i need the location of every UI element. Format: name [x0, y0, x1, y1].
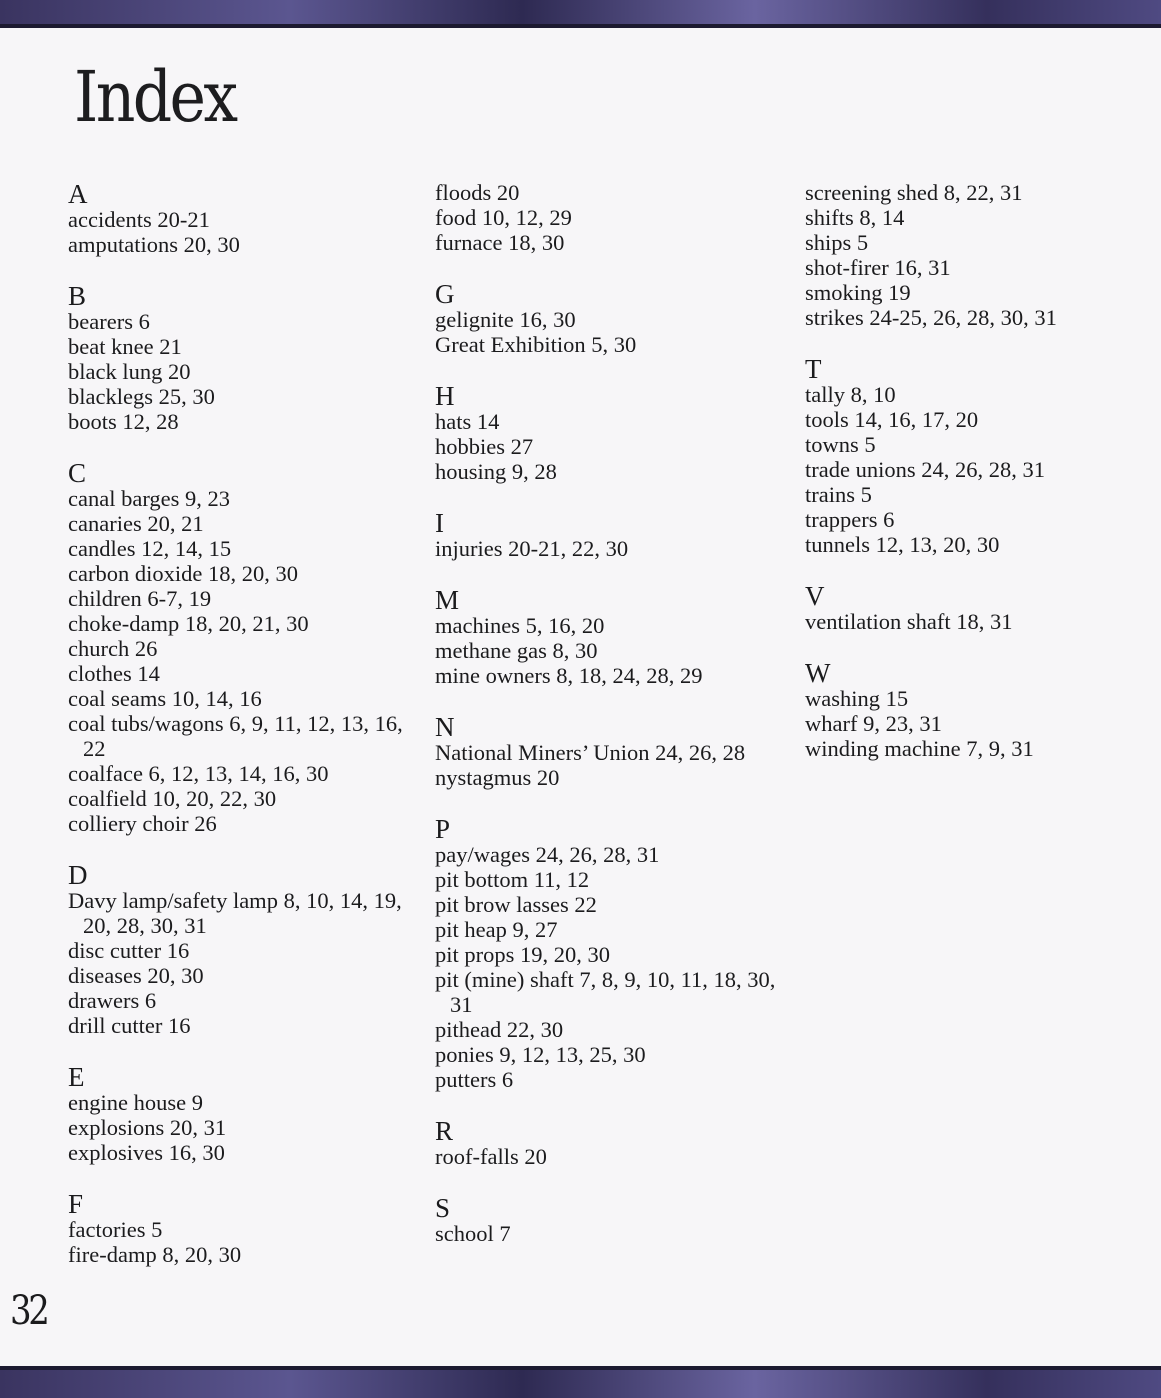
index-entry: factories 5: [68, 1217, 163, 1242]
index-entry: pit props 19, 20, 30: [435, 942, 611, 967]
index-entry: drawers 6: [68, 988, 157, 1013]
index-entry: amputations 20, 30: [68, 232, 240, 257]
index-entry: candles 12, 14, 15: [68, 536, 232, 561]
index-entry: carbon dioxide 18, 20, 30: [68, 561, 298, 586]
index-entry: injuries 20-21, 22, 30: [435, 536, 629, 561]
index-entry: boots 12, 28: [68, 409, 179, 434]
index-entry: roof-falls 20: [435, 1144, 547, 1169]
index-entry: winding machine 7, 9, 31: [805, 736, 1034, 761]
index-section: [805, 355, 1145, 557]
page-number: 32: [10, 1288, 47, 1334]
index-entry: nystagmus 20: [435, 765, 560, 790]
index-entry: coalface 6, 12, 13, 14, 16, 30: [68, 761, 329, 786]
index-entry: putters 6: [435, 1067, 514, 1092]
index-entry: screening shed 8, 22, 31: [805, 180, 1023, 205]
index-entry: shifts 8, 14: [805, 205, 905, 230]
index-entry: mine owners 8, 18, 24, 28, 29: [435, 663, 703, 688]
section-letter: H: [435, 381, 455, 411]
index-entry: hobbies 27: [435, 434, 534, 459]
index-section: [435, 180, 785, 255]
index-section: [435, 509, 785, 561]
section-letter: I: [435, 508, 444, 538]
index-section: [68, 180, 418, 257]
index-entry: pit (mine) shaft 7, 8, 9, 10, 11, 18, 30, 31: [435, 967, 776, 1017]
index-entry: hats 14: [435, 409, 500, 434]
index-column-2: [435, 180, 785, 1271]
index-entry: tunnels 12, 13, 20, 30: [805, 532, 1000, 557]
index-column-1: [68, 180, 418, 1292]
index-column-3: [805, 180, 1145, 786]
index-entry: diseases 20, 30: [68, 963, 204, 988]
index-entry: machines 5, 16, 20: [435, 613, 605, 638]
index-section: [805, 659, 1145, 761]
index-section: [68, 459, 418, 836]
index-entry: coal tubs/wagons 6, 9, 11, 12, 13, 16, 22: [68, 711, 403, 761]
section-letter: W: [805, 658, 831, 688]
page-title: Index: [74, 56, 236, 138]
index-entry: coalfield 10, 20, 22, 30: [68, 786, 277, 811]
index-entry: housing 9, 28: [435, 459, 557, 484]
index-entry: ventilation shaft 18, 31: [805, 609, 1013, 634]
section-letter: F: [68, 1189, 84, 1219]
index-entry: floods 20: [435, 180, 520, 205]
index-entry: blacklegs 25, 30: [68, 384, 215, 409]
index-entry: canal barges 9, 23: [68, 486, 231, 511]
index-entry: coal seams 10, 14, 16: [68, 686, 262, 711]
index-entry: towns 5: [805, 432, 876, 457]
section-letter: T: [805, 354, 822, 384]
index-entry: National Miners’ Union 24, 26, 28: [435, 740, 746, 765]
index-entry: engine house 9: [68, 1090, 203, 1115]
index-entry: accidents 20-21: [68, 207, 210, 232]
index-section: [805, 180, 1145, 330]
index-entry: strikes 24-25, 26, 28, 30, 31: [805, 305, 1057, 330]
index-entry: trains 5: [805, 482, 872, 507]
bottom-border-band: [0, 1366, 1161, 1398]
index-section: [435, 713, 785, 790]
index-entry: pit brow lasses 22: [435, 892, 597, 917]
index-entry: colliery choir 26: [68, 811, 217, 836]
index-entry: pay/wages 24, 26, 28, 31: [435, 842, 660, 867]
section-letter: G: [435, 279, 455, 309]
index-entry: methane gas 8, 30: [435, 638, 598, 663]
index-entry: black lung 20: [68, 359, 191, 384]
index-entry: wharf 9, 23, 31: [805, 711, 942, 736]
index-entry: disc cutter 16: [68, 938, 190, 963]
index-entry: clothes 14: [68, 661, 160, 686]
section-letter: S: [435, 1193, 451, 1223]
index-entry: ships 5: [805, 230, 869, 255]
index-section: [68, 1063, 418, 1165]
index-entry: tools 14, 16, 17, 20: [805, 407, 979, 432]
index-section: [435, 1194, 785, 1246]
index-entry: church 26: [68, 636, 158, 661]
index-entry: explosions 20, 31: [68, 1115, 227, 1140]
section-letter: B: [68, 281, 87, 311]
index-entry: pit heap 9, 27: [435, 917, 558, 942]
index-entry: pit bottom 11, 12: [435, 867, 590, 892]
index-section: [435, 382, 785, 484]
section-letter: V: [805, 581, 825, 611]
top-border-band: [0, 0, 1161, 28]
index-section: [805, 582, 1145, 634]
index-entry: smoking 19: [805, 280, 911, 305]
section-letter: D: [68, 860, 88, 890]
index-entry: ponies 9, 12, 13, 25, 30: [435, 1042, 646, 1067]
index-entry: washing 15: [805, 686, 909, 711]
index-entry: bearers 6: [68, 309, 150, 334]
section-letter: N: [435, 712, 455, 742]
index-entry: pithead 22, 30: [435, 1017, 564, 1042]
index-entry: food 10, 12, 29: [435, 205, 572, 230]
index-entry: explosives 16, 30: [68, 1140, 225, 1165]
index-entry: shot-firer 16, 31: [805, 255, 951, 280]
index-entry: trade unions 24, 26, 28, 31: [805, 457, 1045, 482]
section-letter: E: [68, 1062, 85, 1092]
section-letter: C: [68, 458, 87, 488]
index-entry: tally 8, 10: [805, 382, 896, 407]
index-entry: Davy lamp/safety lamp 8, 10, 14, 19, 20, 28, 30, 31: [68, 888, 402, 938]
index-entry: fire-damp 8, 20, 30: [68, 1242, 242, 1267]
index-entry: drill cutter 16: [68, 1013, 191, 1038]
section-letter: M: [435, 585, 460, 615]
index-section: [435, 280, 785, 357]
index-entry: choke-damp 18, 20, 21, 30: [68, 611, 309, 636]
index-entry: trappers 6: [805, 507, 895, 532]
index-entry: beat knee 21: [68, 334, 182, 359]
index-section: [68, 1190, 418, 1267]
index-section: [68, 282, 418, 434]
index-section: [435, 586, 785, 688]
index-entry: gelignite 16, 30: [435, 307, 576, 332]
section-letter: P: [435, 814, 451, 844]
index-section: [435, 1117, 785, 1169]
section-letter: A: [68, 179, 88, 209]
index-entry: school 7: [435, 1221, 511, 1246]
section-letter: R: [435, 1116, 454, 1146]
index-entry: children 6-7, 19: [68, 586, 212, 611]
index-entry: furnace 18, 30: [435, 230, 565, 255]
index-entry: Great Exhibition 5, 30: [435, 332, 637, 357]
index-entry: canaries 20, 21: [68, 511, 204, 536]
index-section: [435, 815, 785, 1092]
index-section: [68, 861, 418, 1038]
